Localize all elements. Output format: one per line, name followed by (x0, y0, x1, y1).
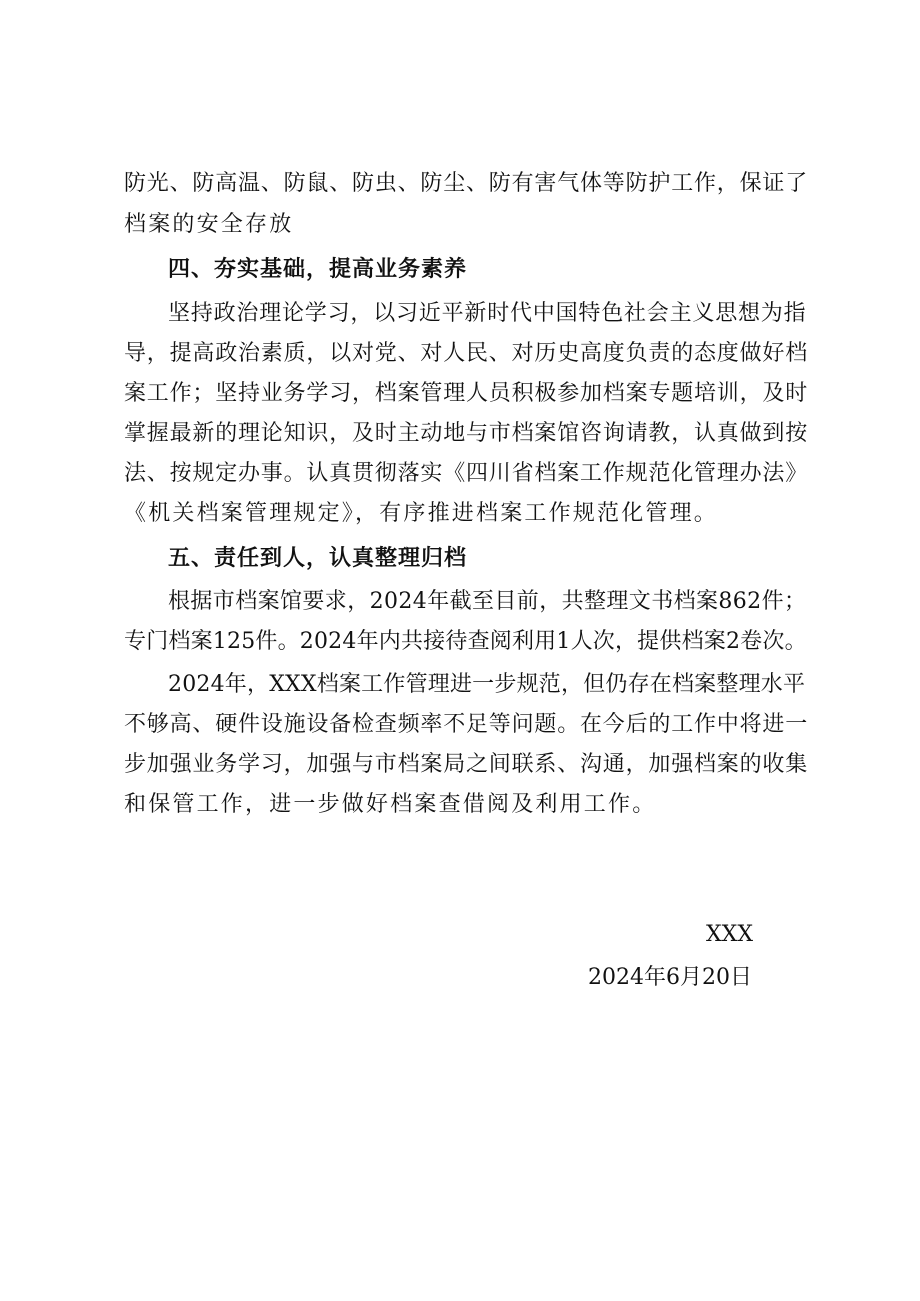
body-line: 防光、防高温、防鼠、防虫、防尘、防有害气体等防护工作，保证了 (124, 171, 809, 196)
signature-date: 2024年6月20日 (588, 965, 752, 990)
body-line: 案工作；坚持业务学习，档案管理人员积极参加档案专题培训，及时 (124, 381, 809, 406)
body-line: 根据市档案馆要求，2024年截至目前，共整理文书档案862件； (168, 589, 807, 614)
body-line: 档案的安全存放 (124, 212, 294, 237)
body-line: 2024年，XXX档案工作管理进一步规范，但仍存在档案整理水平 (168, 672, 806, 697)
section-heading-5: 五、责任到人，认真整理归档 (168, 546, 468, 571)
body-line: 《机关档案管理规定》，有序推进档案工作规范化管理。 (124, 501, 719, 526)
body-line: 步加强业务学习，加强与市档案局之间联系、沟通，加强档案的收集 (124, 752, 809, 777)
body-line: 掌握最新的理论知识，及时主动地与市档案馆咨询请教，认真做到按 (124, 421, 809, 446)
body-line: 不够高、硬件设施设备检查频率不足等问题。在今后的工作中将进一 (124, 712, 809, 737)
body-line: 和保管工作，进一步做好档案查借阅及利用工作。 (124, 792, 657, 817)
section-heading-4: 四、夯实基础，提高业务素养 (168, 257, 468, 282)
body-line: 专门档案125件。2024年内共接待查阅利用1人次，提供档案2卷次。 (124, 629, 807, 654)
body-line: 坚持政治理论学习，以习近平新时代中国特色社会主义思想为指 (168, 301, 807, 326)
signature-org: XXX (706, 922, 753, 947)
body-line: 导，提高政治素质，以对党、对人民、对历史高度负责的态度做好档 (124, 341, 809, 366)
body-line: 法、按规定办事。认真贯彻落实《四川省档案工作规范化管理办法》 (124, 461, 809, 486)
